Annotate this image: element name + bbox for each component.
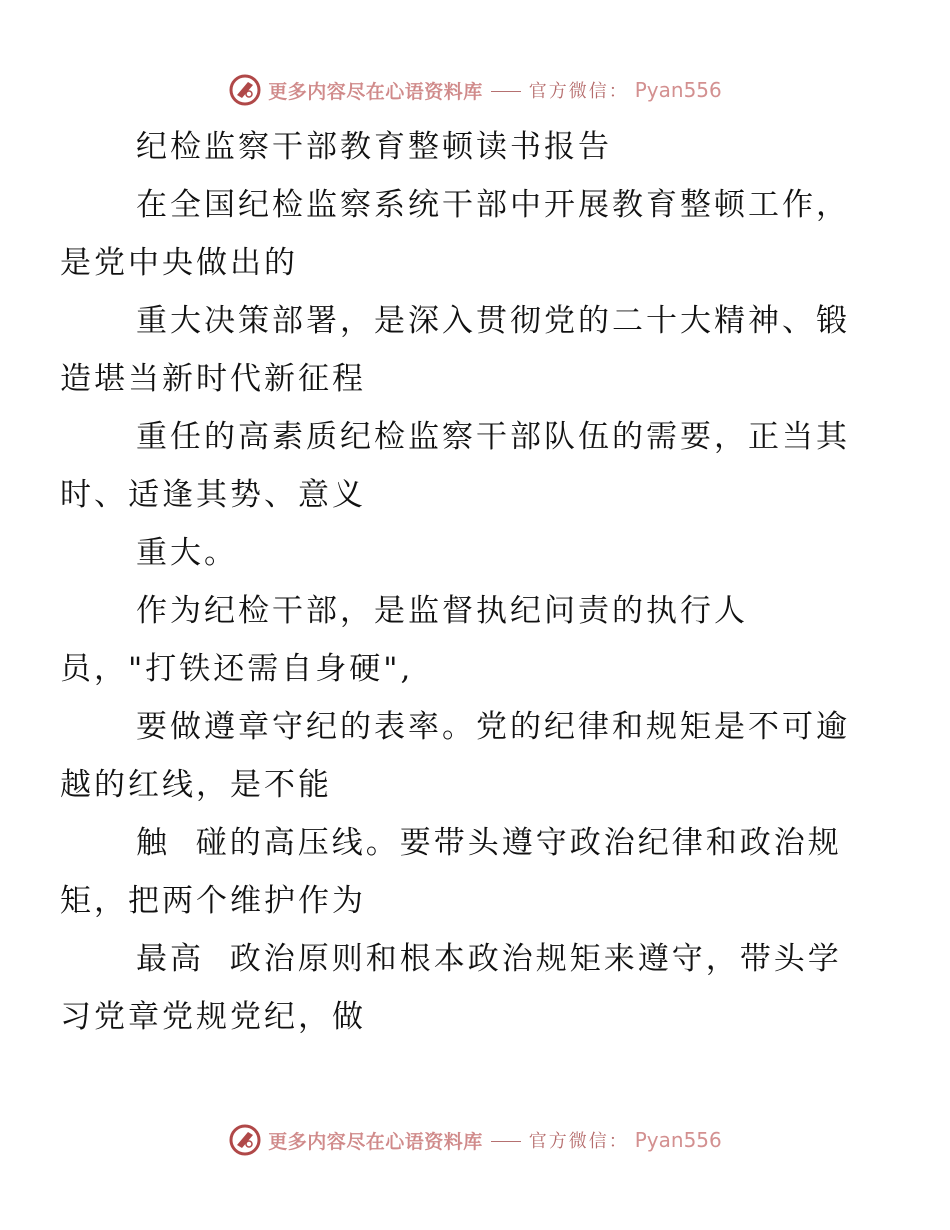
paragraph-line: 矩，把两个维护作为 — [60, 883, 366, 919]
watermark-official-label: 官方微信： — [528, 81, 629, 102]
paragraph — [98, 524, 858, 582]
paragraph-line: 重大。 — [136, 535, 238, 571]
paragraph — [60, 408, 858, 524]
paragraph — [60, 814, 858, 930]
paragraph-line: 重大决策部署，是深入贯彻党的二十大精神、锻 — [136, 303, 850, 339]
document-title — [98, 118, 858, 176]
paragraph-line: 习党章党规党纪，做 — [60, 999, 366, 1035]
watermark-wechat-id: Pyan556 — [634, 78, 722, 102]
watermark-wechat-id: Pyan556 — [634, 1128, 722, 1152]
watermark-separator — [491, 1141, 521, 1142]
watermark-brand-text: 更多内容尽在心语资料库 — [268, 80, 483, 103]
document-body — [60, 118, 858, 1046]
paragraph-line: 是党中央做出的 — [60, 245, 298, 281]
paragraph — [60, 698, 858, 814]
paragraph-line: 重任的高素质纪检监察干部队伍的需要，正当其 — [136, 419, 850, 455]
watermark-separator — [491, 91, 521, 92]
brand-logo-icon — [228, 1123, 262, 1157]
paragraph-line: 作为纪检干部，是监督执纪问责的执行人 — [136, 593, 748, 629]
paragraph-line: 要做遵章守纪的表率。党的纪律和规矩是不可逾 — [136, 709, 850, 745]
watermark-brand-text: 更多内容尽在心语资料库 — [268, 1130, 483, 1153]
paragraph-line: 触 碰的高压线。要带头遵守政治纪律和政治规 — [136, 825, 842, 861]
watermark-official-label: 官方微信： — [528, 1131, 629, 1152]
header-watermark — [0, 70, 950, 110]
paragraph — [60, 176, 858, 292]
paragraph-line: 最高 政治原则和根本政治规矩来遵守，带头学 — [136, 941, 842, 977]
footer-watermark — [0, 1120, 950, 1160]
paragraph-line: 在全国纪检监察系统干部中开展教育整顿工作， — [136, 187, 850, 223]
paragraph-line: 造堪当新时代新征程 — [60, 361, 366, 397]
paragraph — [60, 930, 858, 1046]
paragraph — [60, 292, 858, 408]
brand-logo-icon — [228, 73, 262, 107]
paragraph-line: 员，"打铁还需自身硬", — [60, 651, 414, 687]
paragraph — [60, 582, 858, 698]
paragraph-line: 越的红线，是不能 — [60, 767, 332, 803]
paragraph-line: 纪检监察干部教育整顿读书报告 — [136, 129, 612, 165]
paragraph-line: 时、适逢其势、意义 — [60, 477, 366, 513]
